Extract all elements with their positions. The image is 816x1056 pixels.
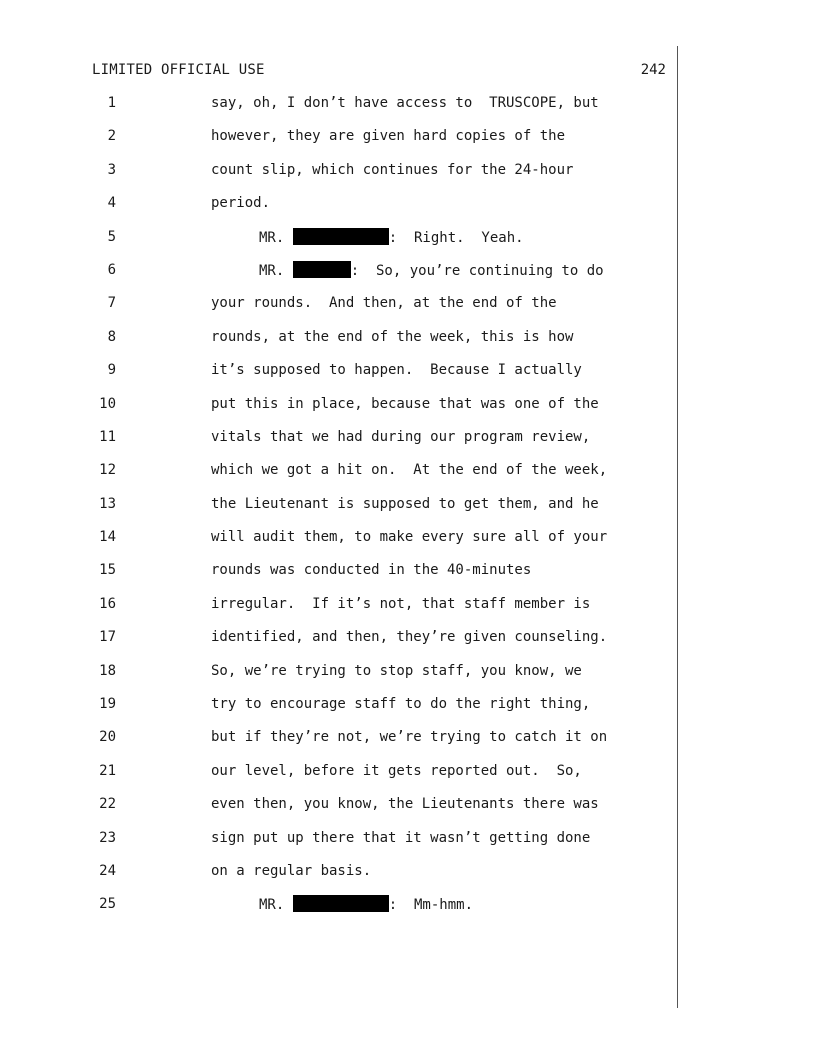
transcript-line (0, 862, 677, 895)
transcript-line (0, 161, 677, 194)
line-text: but if they’re not, we’re trying to catch it on (211, 729, 608, 746)
transcript-line (0, 361, 677, 394)
line-number: 14 (99, 529, 116, 546)
line-number: 1 (107, 95, 116, 111)
line-number: 13 (99, 495, 116, 512)
speaker-prefix: MR. (259, 262, 293, 279)
line-number: 7 (107, 295, 116, 312)
line-text: it’s supposed to happen. Because I actually (211, 362, 582, 379)
line-number: 25 (99, 896, 116, 913)
line-text: vitals that we had during our program review, (211, 428, 591, 445)
line-text: will audit them, to make every sure all of your (211, 529, 608, 546)
transcript-line (0, 595, 677, 628)
line-number: 19 (99, 696, 116, 713)
line-number: 4 (107, 195, 116, 212)
classification-marking: LIMITED OFFICIAL USE (92, 62, 265, 78)
line-number: 11 (99, 428, 116, 445)
line-text: on a regular basis. (211, 862, 372, 879)
redaction-box (293, 895, 389, 912)
transcript-lines (0, 94, 677, 929)
line-text: period. (211, 195, 271, 212)
line-number: 16 (99, 595, 116, 612)
redaction-box (293, 261, 351, 278)
transcript-line (0, 328, 677, 361)
line-number: 5 (107, 228, 116, 245)
transcript-line (0, 795, 677, 828)
transcript-line (0, 127, 677, 160)
transcript-line (0, 261, 677, 294)
transcript-line (0, 461, 677, 494)
speaker-text: : Right. Yeah. (388, 229, 524, 246)
line-number: 12 (99, 462, 116, 479)
line-number: 10 (99, 395, 116, 412)
right-margin-rule (677, 46, 678, 1008)
redaction-box (293, 228, 389, 245)
speaker-text: : Mm-hmm. (388, 897, 474, 914)
line-text: your rounds. And then, at the end of the (211, 295, 557, 312)
line-number: 9 (107, 362, 116, 379)
line-text: even then, you know, the Lieutenants there was (211, 796, 599, 813)
line-number: 21 (99, 762, 116, 779)
speaker-line (259, 895, 473, 914)
line-text: So, we’re trying to stop staff, you know, we (211, 662, 582, 679)
line-number: 3 (107, 161, 116, 178)
line-text: count slip, which continues for the 24-hour (211, 161, 574, 178)
speaker-prefix: MR. (259, 229, 293, 246)
line-number: 23 (99, 829, 116, 846)
line-text: try to encourage staff to do the right thing, (211, 696, 591, 713)
line-number: 20 (99, 729, 116, 746)
transcript-line (0, 662, 677, 695)
transcript-line (0, 895, 677, 928)
line-text: the Lieutenant is supposed to get them, and he (211, 495, 599, 512)
line-text: identified, and then, they’re given counseling. (211, 629, 608, 646)
line-number: 18 (99, 662, 116, 679)
line-text: which we got a hit on. At the end of the week, (211, 462, 608, 479)
line-text: sign put up there that it wasn’t getting done (211, 829, 591, 846)
line-number: 17 (99, 629, 116, 646)
transcript-line (0, 228, 677, 261)
transcript-line (0, 628, 677, 661)
line-text: rounds was conducted in the 40-minutes (211, 562, 532, 579)
transcript-line (0, 94, 677, 127)
page-number: 242 (640, 62, 666, 78)
speaker-prefix: MR. (259, 897, 293, 914)
line-text: irregular. If it’s not, that staff member is (211, 595, 591, 612)
line-number: 24 (99, 862, 116, 879)
transcript-line (0, 528, 677, 561)
transcript-line (0, 428, 677, 461)
transcript-line (0, 395, 677, 428)
transcript-line (0, 561, 677, 594)
transcript-line (0, 829, 677, 862)
speaker-line (259, 228, 524, 247)
line-text: say, oh, I don’t have access to TRUSCOPE, but (211, 95, 599, 111)
speaker-text: : So, you’re continuing to do (350, 262, 604, 279)
line-number: 15 (99, 562, 116, 579)
line-text: rounds, at the end of the week, this is how (211, 328, 574, 345)
line-text: put this in place, because that was one of the (211, 395, 599, 412)
line-number: 2 (107, 128, 116, 145)
transcript-line (0, 495, 677, 528)
transcript-line (0, 695, 677, 728)
transcript-line (0, 762, 677, 795)
line-number: 22 (99, 796, 116, 813)
line-text: our level, before it gets reported out. So, (211, 762, 582, 779)
line-number: 8 (107, 328, 116, 345)
transcript-line (0, 194, 677, 227)
transcript-line (0, 294, 677, 327)
transcript-line (0, 728, 677, 761)
line-text: however, they are given hard copies of the (211, 128, 566, 145)
line-number: 6 (107, 261, 116, 278)
speaker-line (259, 261, 604, 280)
